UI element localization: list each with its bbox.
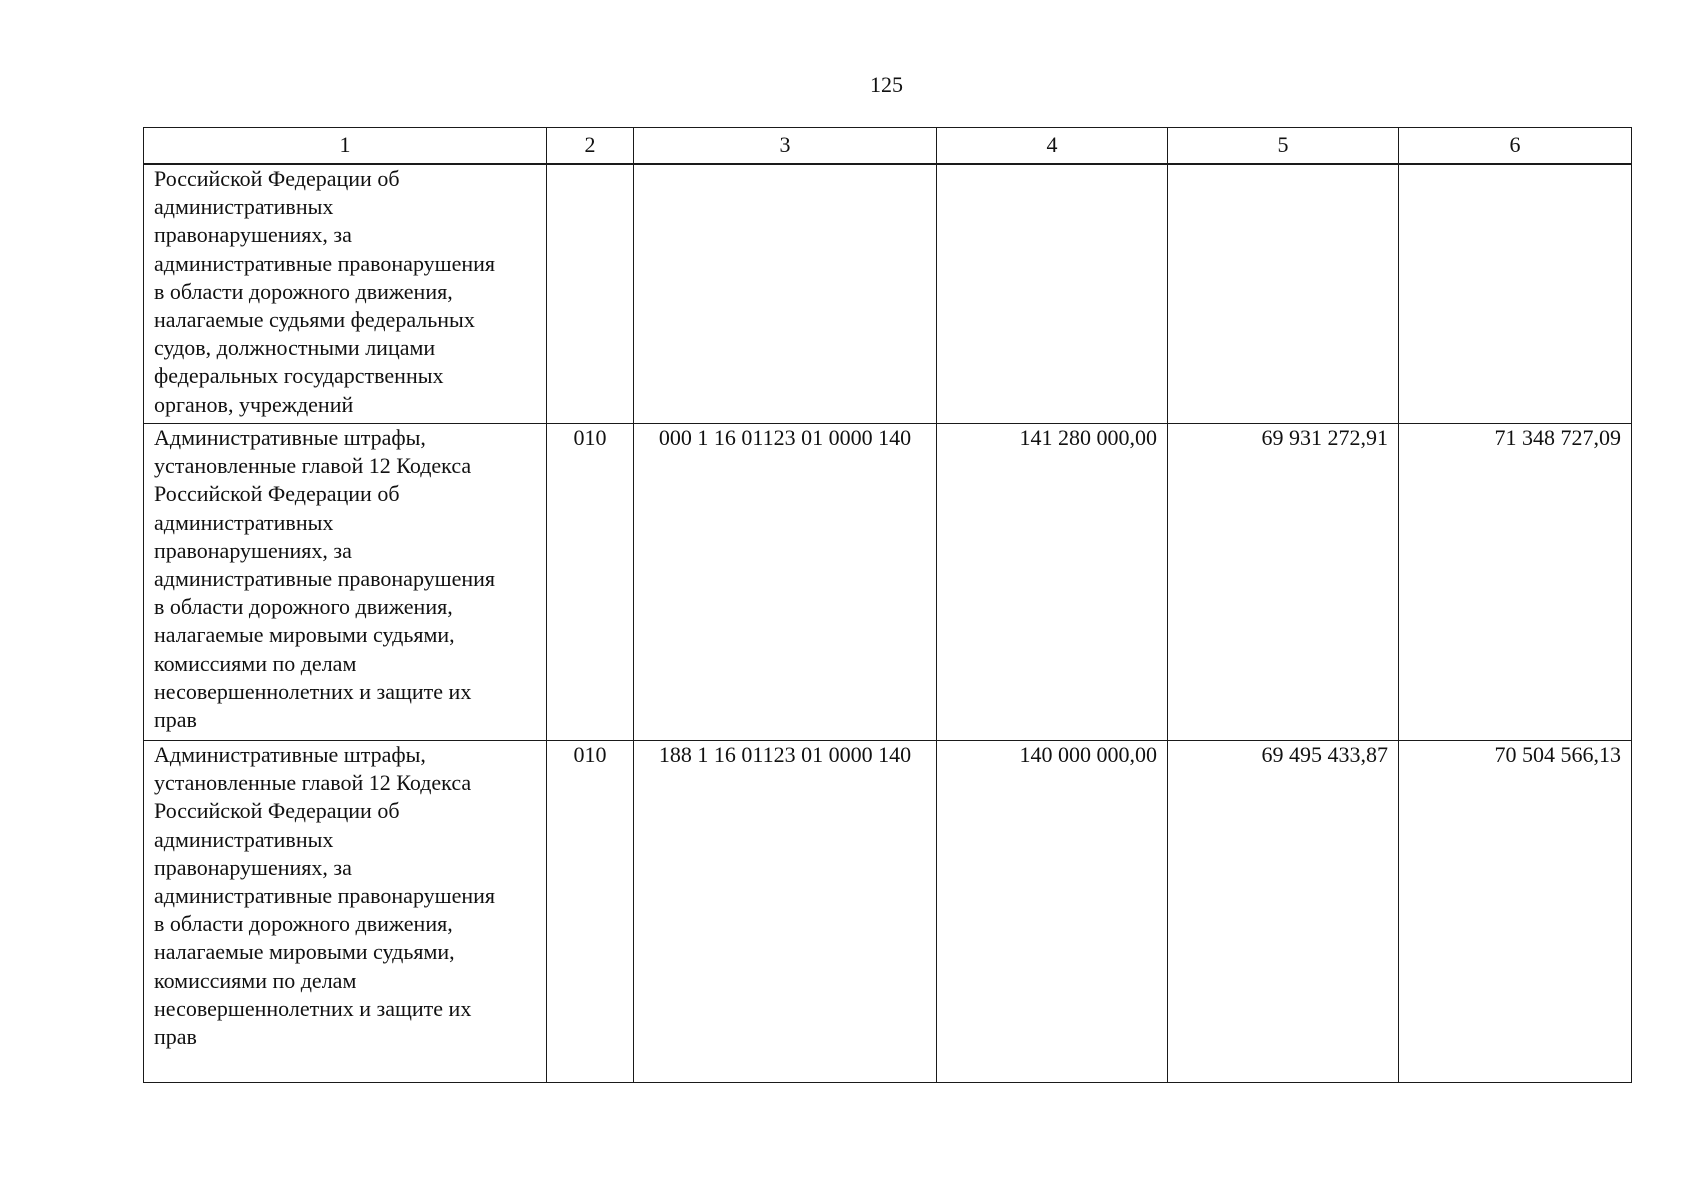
report-table	[143, 127, 1632, 1083]
row-kbk-cell: 000 1 16 01123 01 0000 140	[634, 424, 937, 741]
row-amount-4-cell: 140 000 000,00	[937, 741, 1168, 1083]
table-row	[144, 164, 1632, 424]
column-header-4: 4	[937, 128, 1168, 165]
column-header-1: 1	[144, 128, 547, 165]
column-header-6: 6	[1399, 128, 1632, 165]
row-code-cell: 010	[547, 741, 634, 1083]
table-header-row	[144, 128, 1632, 165]
row-amount-5-cell: 69 495 433,87	[1168, 741, 1399, 1083]
row-amount-6-cell	[1399, 164, 1632, 424]
row-code-cell	[547, 164, 634, 424]
row-name-cell: Административные штрафы, установленные главой 12 Кодекса Российской Федерации об административных правонарушениях, за административные правонарушения в области дорожного движения, налагаемые мировыми судьями, комиссиями по делам несовершеннолетних и защите их прав	[144, 741, 547, 1083]
row-amount-6-cell: 71 348 727,09	[1399, 424, 1632, 741]
row-amount-6-cell: 70 504 566,13	[1399, 741, 1632, 1083]
column-header-5: 5	[1168, 128, 1399, 165]
row-amount-4-cell	[937, 164, 1168, 424]
table-row	[144, 741, 1632, 1083]
row-kbk-cell	[634, 164, 937, 424]
row-amount-5-cell	[1168, 164, 1399, 424]
column-header-3: 3	[634, 128, 937, 165]
row-amount-5-cell: 69 931 272,91	[1168, 424, 1399, 741]
row-code-cell: 010	[547, 424, 634, 741]
row-kbk-cell: 188 1 16 01123 01 0000 140	[634, 741, 937, 1083]
row-name-cell: Административные штрафы, установленные главой 12 Кодекса Российской Федерации об административных правонарушениях, за административные правонарушения в области дорожного движения, налагаемые мировыми судьями, комиссиями по делам несовершеннолетних и защите их прав	[144, 424, 547, 741]
table-row	[144, 424, 1632, 741]
column-header-2: 2	[547, 128, 634, 165]
row-name-cell: Российской Федерации об административных правонарушениях, за административные правонарушения в области дорожного движения, налагаемые судьями федеральных судов, должностными лицами федеральных государственных органов, учреждений	[144, 164, 547, 424]
row-amount-4-cell: 141 280 000,00	[937, 424, 1168, 741]
page-number: 125	[870, 72, 903, 97]
